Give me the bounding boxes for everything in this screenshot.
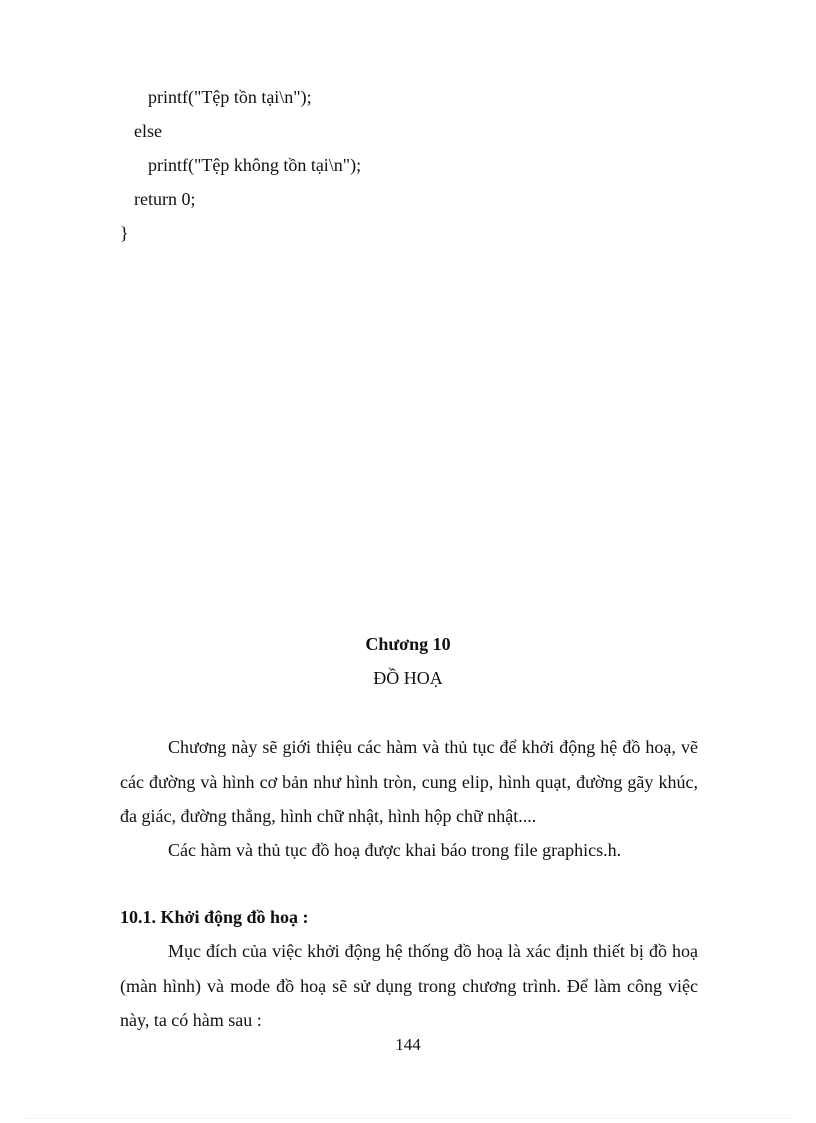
page-number: 144 [395, 1035, 421, 1054]
intro-paragraph-graphics-h: Các hàm và thủ tục đồ hoạ được khai báo trong file graphics.h. [168, 840, 622, 860]
code-line-else: else [134, 121, 162, 141]
intro-paragraph: Chương này sẽ giới thiệu các hàm và thủ tục để khởi động hệ đồ hoạ, vẽ các đường và hình cơ bản như hình tròn, cung elip, hình quạt, đường gãy khúc, đa giác, đường thẳng, hình chữ nhật, hình hộp chữ nhật.... [120, 737, 698, 826]
code-line-closing-brace: } [120, 223, 129, 243]
section-paragraph: Mục đích của việc khởi động hệ thống đồ hoạ là xác định thiết bị đồ hoạ (màn hình) và mode đồ hoạ sẽ sử dụng trong chương trình. Để làm công việc này, ta có hàm sau : [120, 941, 698, 1030]
chapter-number: Chương 10 [365, 634, 451, 654]
chapter-title: ĐỒ HOẠ [373, 668, 443, 688]
section-heading: 10.1. Khởi động đồ hoạ : [120, 907, 309, 927]
page-bottom-divider [24, 1118, 792, 1119]
code-line-printf-exists: printf("Tệp tồn tại\n"); [148, 87, 312, 107]
code-line-return: return 0; [134, 189, 196, 209]
code-line-printf-not-exists: printf("Tệp không tồn tại\n"); [148, 155, 362, 175]
